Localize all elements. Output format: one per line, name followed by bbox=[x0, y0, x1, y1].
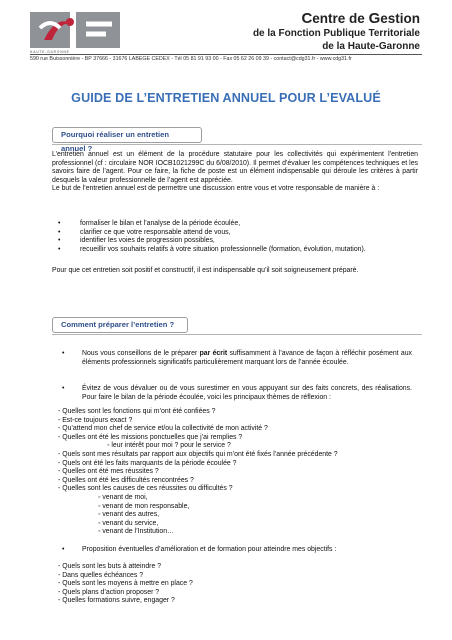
list-item: - Quelles ont été les difficultés rencontrées ? bbox=[58, 476, 194, 484]
intro-paragraph: L’entretien annuel est un élément de la procédure statutaire pour les collectivités qui expérimentent l’entretien professionnel (cf : circulaire NOR IOCB1021299C du 6/08/2010). Il permet d’évaluer les compétences techniques et les savoirs faire de l’agent. Pour ce faire, la fiche de poste est un élément indispensable qui déroule les critères à partir desquels la valeur professionnelle de l’agent est appréciée. Le but de l’entretien annuel est de permettre une discussion entre vous et votre responsable de manière à : bbox=[52, 151, 418, 193]
list-item: - Qu’attend mon chef de service et/ou la collectivité de mon activité ? bbox=[58, 425, 268, 433]
list-item: ◦ venant de mon responsable, bbox=[98, 502, 190, 510]
bullet-dot-icon: • bbox=[58, 237, 61, 245]
list-item: ◦ venant du service, bbox=[98, 519, 159, 527]
list-item: - Est-ce toujours exact ? bbox=[58, 416, 133, 424]
section-heading-why: Pourquoi réaliser un entretien annuel ? bbox=[52, 127, 202, 143]
list-item: recueillir vos souhaits relatifs à votre situation professionnelle (formation, évolution, mutation). bbox=[80, 245, 366, 253]
bullet-dot-icon: • bbox=[62, 350, 65, 357]
cdg-logo-icon bbox=[30, 10, 122, 52]
advice-item-written: Nous vous conseillons de le préparer par écrit suffisamment à l’avance de façon à réfléchir posément aux éléments professionnels significatifs particulièrement marquant lors de l’année écoulée. bbox=[82, 350, 412, 366]
bullet-dot-icon: • bbox=[58, 220, 61, 227]
section-heading-how: Comment préparer l’entretien ? bbox=[52, 317, 188, 333]
contact-address: 590 rue Buissonnière - BP 37666 - 31676 LABEGE CEDEX - Tél 05 81 91 93 00 - Fax 05 62 26 09 39 - contact@cdg31.fr - www.cdg31.fr bbox=[30, 56, 352, 62]
list-item: ◦ venant des autres, bbox=[98, 511, 160, 519]
list-item: - Quelles ont été les missions ponctuelles que j’ai remplies ? bbox=[58, 433, 243, 441]
section-divider bbox=[52, 144, 422, 145]
header-divider bbox=[30, 54, 422, 55]
list-item: - Quelles sont les causes de ces réussites ou difficultés ? bbox=[58, 485, 233, 493]
list-item: identifier les voies de progression possibles, bbox=[80, 237, 215, 245]
list-item: - Quelles sont les fonctions qui m’ont été confiées ? bbox=[58, 408, 216, 415]
bullet-dot-icon: • bbox=[62, 385, 65, 392]
list-item: clarifier ce que votre responsable attend de vous, bbox=[80, 228, 231, 236]
list-item: - Quels sont les moyens à mettre en place ? bbox=[58, 580, 193, 588]
bullet-dot-icon: • bbox=[62, 546, 65, 553]
list-item: ◦ venant de moi, bbox=[98, 494, 148, 501]
document-title: GUIDE DE L’ENTRETIEN ANNUEL POUR L’EVALUÉ bbox=[71, 91, 381, 105]
list-item: ◦ leur intérêt pour moi ? pour le service ? bbox=[107, 442, 231, 450]
list-item: ◦ venant de l’Institution… bbox=[98, 528, 174, 536]
list-item: - Quels ont été les faits marquants de la période écoulée ? bbox=[58, 459, 237, 467]
org-name-line1: Centre de Gestion bbox=[301, 10, 420, 27]
list-item: formaliser le bilan et l’analyse de la période écoulée, bbox=[80, 220, 241, 227]
org-name-line3: de la Haute-Garonne bbox=[322, 41, 420, 52]
section-divider bbox=[52, 334, 422, 335]
advice-item-facts: Évitez de vous dévaluer ou de vous surestimer en vous appuyant sur des faits concrets, des réalisations. Pour faire le bilan de la période écoulée, voici les principaux thèmes de réflexion : bbox=[82, 385, 412, 401]
list-item: - Quels sont les buts à atteindre ? bbox=[58, 563, 162, 570]
closing-paragraph: Pour que cet entretien soit positif et constructif, il est indispensable qu’il soit soigneusement préparé. bbox=[52, 267, 359, 274]
logo-subtitle: HAUTE-GARONNE bbox=[30, 50, 70, 54]
org-name-line2: de la Fonction Publique Territoriale bbox=[252, 28, 420, 39]
list-item: - Dans quelles échéances ? bbox=[58, 571, 144, 579]
list-item: - Quels sont mes résultats par rapport aux objectifs qui m’ont été fixés l’année précédente ? bbox=[58, 451, 338, 458]
list-item: - Quels plans d’action proposer ? bbox=[58, 588, 160, 596]
advice-item-improvement: Proposition éventuelles d’amélioration et de formation pour atteindre mes objectifs : bbox=[82, 546, 337, 553]
list-item: - Quelles ont été mes réussites ? bbox=[58, 468, 159, 476]
bullet-dot-icon: • bbox=[58, 245, 61, 253]
list-item: - Quelles formations suivre, engager ? bbox=[58, 597, 175, 605]
bullet-dot-icon: • bbox=[58, 228, 61, 236]
